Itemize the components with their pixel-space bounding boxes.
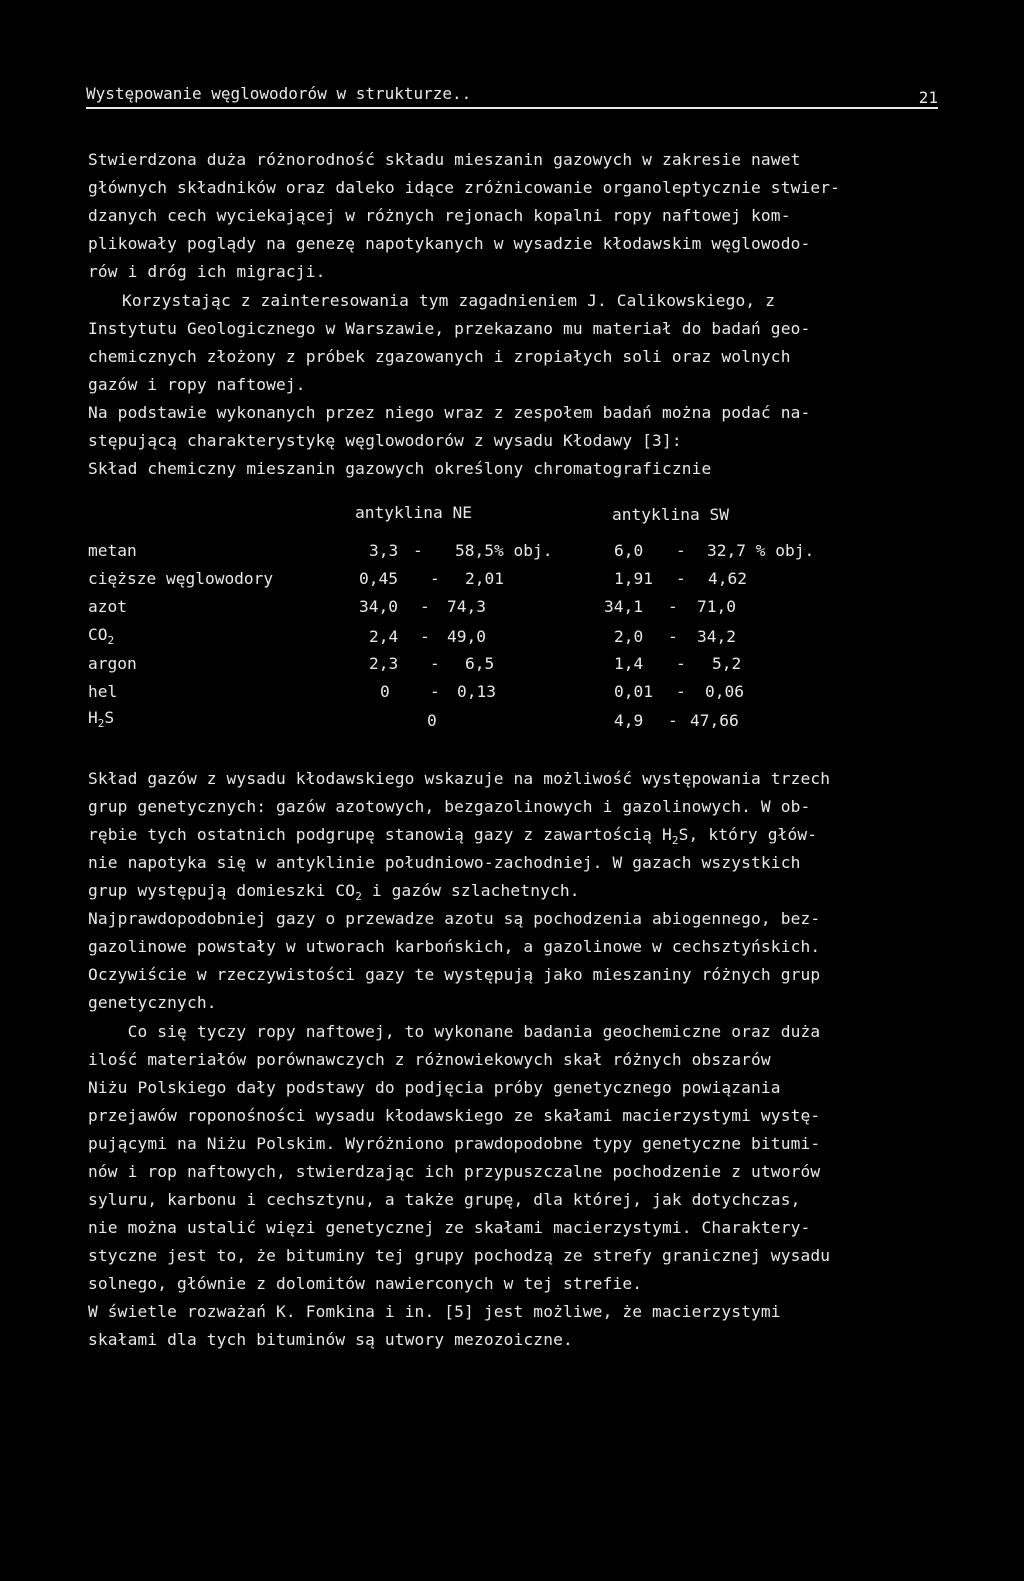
text-line: rębie tych ostatnich podgrupę stanowią gazy z zawartością $H_2S$, który głów-: [88, 825, 818, 847]
text-line: grup genetycznych: gazów azotowych, bezgazolinowych i gazolinowych. W ob-: [88, 797, 811, 816]
table-dash: -: [676, 682, 686, 701]
table-cell: 0,06: [705, 682, 744, 701]
column-header-ne: antyklina NE: [355, 503, 472, 522]
text-line: przejawów roponośności wysadu kłodawskiego ze skałami macierzystymi wystę-: [88, 1106, 821, 1125]
text-line: gazów i ropy naftowej.: [88, 375, 306, 394]
table-cell: 1,4: [614, 654, 644, 673]
table-dash: -: [420, 597, 430, 616]
table-cell: 71,0: [697, 597, 736, 616]
column-header-sw: antyklina SW: [612, 505, 729, 524]
table-dash: -: [430, 569, 440, 588]
table-dash: -: [420, 627, 430, 646]
table-dash: -: [430, 654, 440, 673]
text-line: stępującą charakterystykę węglowodorów z wysadu Kłodawy [3]:: [88, 431, 682, 450]
table-cell: 34,1: [604, 597, 643, 616]
text-line: Skład gazów z wysadu kłodawskiego wskazuje na możliwość występowania trzech: [88, 769, 831, 788]
table-cell: 74,3: [447, 597, 486, 616]
text-line: Stwierdzona duża różnorodność składu mieszanin gazowych w zakresie nawet: [88, 150, 801, 169]
table-dash: -: [430, 682, 440, 701]
table-cell: 4,62: [708, 569, 747, 588]
table-cell: 2,01: [465, 569, 504, 588]
page-number: 21: [918, 88, 938, 107]
table-cell: 6,5: [465, 654, 495, 673]
text-line: Niżu Polskiego dały podstawy do podjęcia próby genetycznego powiązania: [88, 1078, 781, 1097]
table-cell: 58,5% obj.: [455, 541, 553, 560]
table-cell: 0: [427, 711, 437, 730]
text-line: ilość materiałów porównawczych z różnowiekowych skał różnych obszarów: [88, 1050, 771, 1069]
table-cell: 34,2: [697, 627, 736, 646]
text-line: Oczywiście w rzeczywistości gazy te występują jako mieszaniny różnych grup: [88, 965, 821, 984]
text-line: solnego, głównie z dolomitów nawierconych w tej strefie.: [88, 1274, 643, 1293]
table-cell: 32,7 % obj.: [707, 541, 815, 560]
table-row-label: hel: [88, 682, 118, 701]
table-cell: 2,4: [369, 627, 399, 646]
table-row-label: $CO_2$: [88, 625, 115, 647]
text-line: dzanych cech wyciekającej w różnych rejonach kopalni ropy naftowej kom-: [88, 206, 791, 225]
text-line: Korzystając z zainteresowania tym zagadnieniem J. Calikowskiego, z: [122, 291, 776, 310]
text-line: pującymi na Niżu Polskim. Wyróżniono prawdopodobne typy genetyczne bitumi-: [88, 1134, 821, 1153]
table-dash: -: [676, 569, 686, 588]
table-dash: -: [668, 627, 678, 646]
text-line: nów i rop naftowych, stwierdzając ich przypuszczalne pochodzenie z utworów: [88, 1162, 821, 1181]
table-row-label: $H_2S$: [88, 708, 115, 730]
text-line: genetycznych.: [88, 993, 217, 1012]
text-line: Instytutu Geologicznego w Warszawie, przekazano mu materiał do badań geo-: [88, 319, 811, 338]
table-cell: 0: [380, 682, 390, 701]
text-line: gazolinowe powstały w utworach karbońskich, a gazolinowe w cechsztyńskich.: [88, 937, 821, 956]
text-line: Najprawdopodobniej gazy o przewadze azotu są pochodzenia abiogennego, bez-: [88, 909, 821, 928]
text-line: grup występują domieszki $CO_2$ i gazów szlachetnych.: [88, 881, 580, 903]
table-cell: 6,0: [614, 541, 644, 560]
table-row-label: metan: [88, 541, 137, 560]
text-line: nie można ustalić więzi genetycznej ze skałami macierzystymi. Charaktery-: [88, 1218, 811, 1237]
text-line: plikowały poglądy na genezę napotykanych w wysadzie kłodawskim węglowodo-: [88, 234, 811, 253]
table-cell: 4,9: [614, 711, 644, 730]
table-cell: 0,45: [359, 569, 398, 588]
header-title: Występowanie węglowodorów w strukturze..: [86, 84, 472, 103]
table-cell: 47,66: [690, 711, 739, 730]
text-line: Skład chemiczny mieszanin gazowych określony chromatograficznie: [88, 459, 712, 478]
text-line: Co się tyczy ropy naftowej, to wykonane badania geochemiczne oraz duża: [88, 1022, 821, 1041]
table-cell: 0,01: [614, 682, 653, 701]
table-dash: -: [676, 654, 686, 673]
table-dash: -: [413, 541, 423, 560]
table-row-label: azot: [88, 597, 127, 616]
table-cell: 5,2: [712, 654, 742, 673]
table-cell: 34,0: [359, 597, 398, 616]
table-cell: 0,13: [457, 682, 496, 701]
table-dash: -: [676, 541, 686, 560]
text-line: styczne jest to, że bituminy tej grupy pochodzą ze strefy granicznej wysadu: [88, 1246, 831, 1265]
table-row-label: argon: [88, 654, 137, 673]
table-row-label: cięższe węglowodory: [88, 569, 274, 588]
table-cell: 2,3: [369, 654, 399, 673]
table-dash: -: [668, 597, 678, 616]
table-cell: 1,91: [614, 569, 653, 588]
table-cell: 49,0: [447, 627, 486, 646]
table-dash: -: [668, 711, 678, 730]
text-line: nie napotyka się w antyklinie południowo-zachodniej. W gazach wszystkich: [88, 853, 801, 872]
text-line: W świetle rozważań K. Fomkina i in. [5] jest możliwe, że macierzystymi: [88, 1302, 781, 1321]
text-line: Na podstawie wykonanych przez niego wraz z zespołem badań można podać na-: [88, 403, 811, 422]
text-line: skałami dla tych bituminów są utwory mezozoiczne.: [88, 1330, 573, 1349]
running-header: [86, 84, 938, 109]
table-cell: 3,3: [369, 541, 399, 560]
text-line: chemicznych złożony z próbek zgazowanych i zropiałych soli oraz wolnych: [88, 347, 791, 366]
table-cell: 2,0: [614, 627, 644, 646]
text-line: syluru, karbonu i cechsztynu, a także grupę, dla której, jak dotychczas,: [88, 1190, 801, 1209]
text-line: głównych składników oraz daleko idące zróżnicowanie organoleptycznie stwier-: [88, 178, 841, 197]
text-line: rów i dróg ich migracji.: [88, 262, 326, 281]
